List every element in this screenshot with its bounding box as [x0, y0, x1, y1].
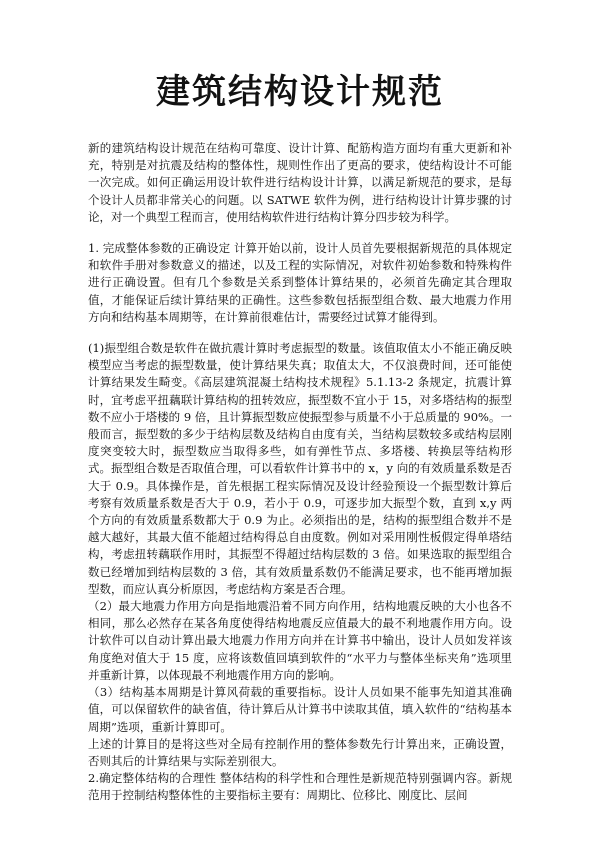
paragraph-section-2: 2.确定整体结构的合理性 整体结构的科学性和合理性是新规范特别强调内容。新规范用于控制结构整体性的主要指标主要有：周期比、位移比、刚度比、层间 — [88, 771, 512, 803]
paragraph-basic-period: （3）结构基本周期是计算风荷载的重要指标。设计人员如果不能事先知道其准确值，可以保留软件的缺省值，待计算后从计算书中读取其值，填入软件的“结构基本周期”选项，重新计算即可。 — [88, 685, 512, 734]
paragraph-mode-combination: (1)振型组合数是软件在做抗震计算时考虑振型的数量。该值取值太小不能正确反映模型应当考虑的振型数量，使计算结果失真；取值太大，不仅浪费时间，还可能使计算结果发生畸变。《高层建筑混凝土结构技术规程》5.1.13-2 条规定，抗震计算时，宜考虑平扭藕联计算结构的扭转效应，振型数不宜小于 15，对多塔结构的振型数不应小于塔楼的 9 倍，且计算振型数应使振型参与质量不小于总质量的 90%。一般而言，振型数的多少于结构层数及结构自由度有关，当结构层数较多或结构层刚度突变较大时，振型数应当取得多些，如有弹性节点、多塔楼、转换层等结构形式。振型组合数是否取值合理，可以看软件计算书中的 x，y 向的有效质量系数是否大于 0.9。具体操作是，首先根据工程实际情况及设计经验预设一个振型数计算后考察有效质量系数是否大于 0.9，若小于 0.9，可逐步加大振型个数，直到 x,y 两个方向的有效质量系数都大于 0.9 为止。必须指出的是，结构的振型组合数并不是越大越好，其最大值不能超过结构得总自由度数。例如对采用刚性板假定得单塔结构，考虑扭转藕联作用时，其振型不得超过结构层数的 3 倍。如果选取的振型组合数已经增加到结构层数的 3 倍，其有效质量系数仍不能满足要求，也不能再增加振型数，而应认真分析原因，考虑结构方案是否合理。 — [88, 341, 512, 596]
document-title: 建筑结构设计规范 — [156, 72, 444, 112]
paragraph-summary: 上述的计算目的是将这些对全局有控制作用的整体参数先行计算出来，正确设置，否则其后的计算结果与实际差别很大。 — [88, 736, 512, 768]
paragraph-section-1: 1. 完成整体参数的正确设定 计算开始以前，设计人员首先要根据新规范的具体规定和软件手册对参数意义的描述，以及工程的实际情况，对软件初始参数和特殊构件进行正确设置。但有几个参数是关系到整体计算结果的，必须首先确定其合理取值，才能保证后续计算结果的正确性。这些参数包括振型组合数、最大地震力作用方向和结构基本周期等，在计算前很难估计，需要经过试算才能得到。 — [88, 241, 512, 324]
paragraph-intro: 新的建筑结构设计规范在结构可靠度、设计计算、配筋构造方面均有重大更新和补充，特别是对抗震及结构的整体性，规则性作出了更高的要求，使结构设计不可能一次完成。如何正确运用设计软件进行结构设计计算，以满足新规范的要求，是每个设计人员都非常关心的问题。以 SATWE 软件为例，进行结构设计计算步骤的讨论，对一个典型工程而言，使用结构软件进行结构计算分四步较为科学。 — [88, 141, 512, 224]
paragraph-seismic-direction: （2）最大地震力作用方向是指地震沿着不同方向作用，结构地震反映的大小也各不相同，那么必然存在某各角度使得结构地震反应值最大的最不利地震作用方向。设计软件可以自动计算出最大地震力作用方向并在计算书中输出，设计人员如发祥该角度绝对值大于 15 度，应将该数值回填到软件的“水平力与整体坐标夹角”选项里并重新计算，以体现最不利地震作用方向的影响。 — [88, 599, 512, 682]
